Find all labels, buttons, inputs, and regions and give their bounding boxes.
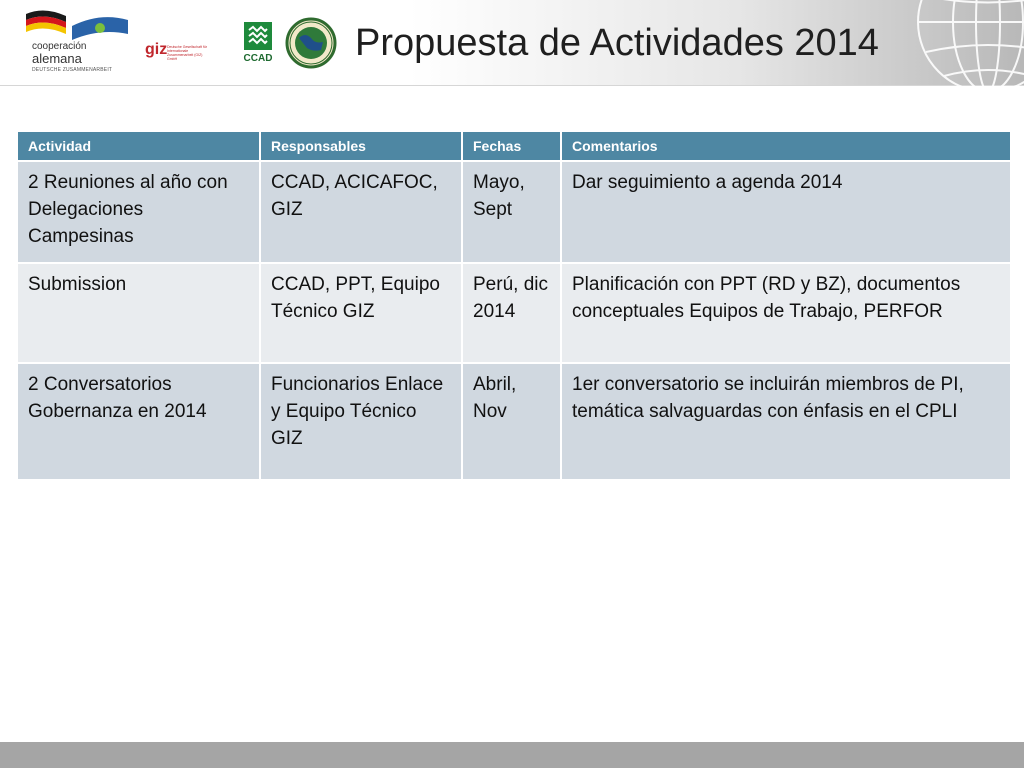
table-row (17, 161, 1011, 263)
cell-comentarios: Planificación con PPT (RD y BZ), documentos conceptuales Equipos de Trabajo, PERFOR (561, 263, 1011, 363)
column-header-responsables: Responsables (260, 131, 462, 161)
logo-text-alemana: alemana (32, 51, 82, 66)
sica-seal-icon (285, 12, 337, 74)
activities-table (16, 130, 1012, 481)
globe-icon (896, 0, 1024, 86)
giz-logo-subtext: Deutsche Gesellschaft für Internationale Zusammenarbeit (GIZ) GmbH (167, 45, 208, 61)
cell-responsables: CCAD, ACICAFOC, GIZ (260, 161, 462, 263)
footer-bar (0, 742, 1024, 768)
cell-actividad: 2 Conversatorios Gobernanza en 2014 (17, 363, 260, 480)
logo-text-cooperacion: cooperación (32, 41, 87, 52)
ccad-emblem-icon (244, 22, 272, 50)
cell-comentarios: 1er conversatorio se incluirán miembros de PI, temática salvaguardas con énfasis en el CPLI (561, 363, 1011, 480)
cell-comentarios: Dar seguimiento a agenda 2014 (561, 161, 1011, 263)
logo-text-deutsche: DEUTSCHE ZUSAMMENARBEIT (32, 67, 113, 73)
cell-fechas: Perú, dic 2014 (462, 263, 561, 363)
column-header-comentarios: Comentarios (561, 131, 1011, 161)
cell-actividad: Submission (17, 263, 260, 363)
table-row (17, 263, 1011, 363)
giz-logo-word: giz (145, 41, 168, 58)
cell-actividad: 2 Reuniones al año con Delegaciones Campesinas (17, 161, 260, 263)
giz-logo (145, 42, 215, 60)
ccad-logo-label: CCAD (243, 53, 273, 64)
cell-fechas: Abril, Nov (462, 363, 561, 480)
column-header-fechas: Fechas (462, 131, 561, 161)
cell-responsables: Funcionarios Enlace y Equipo Técnico GIZ (260, 363, 462, 480)
column-header-actividad: Actividad (17, 131, 260, 161)
cooperacion-alemana-logo (22, 8, 134, 74)
ccad-logo (242, 22, 274, 66)
table-header-row (17, 131, 1011, 161)
cell-responsables: CCAD, PPT, Equipo Técnico GIZ (260, 263, 462, 363)
page-title: Propuesta de Actividades 2014 (355, 22, 879, 64)
cell-fechas: Mayo, Sept (462, 161, 561, 263)
slide-header (0, 0, 1024, 86)
german-flag-icon (22, 8, 134, 42)
table-row (17, 363, 1011, 480)
